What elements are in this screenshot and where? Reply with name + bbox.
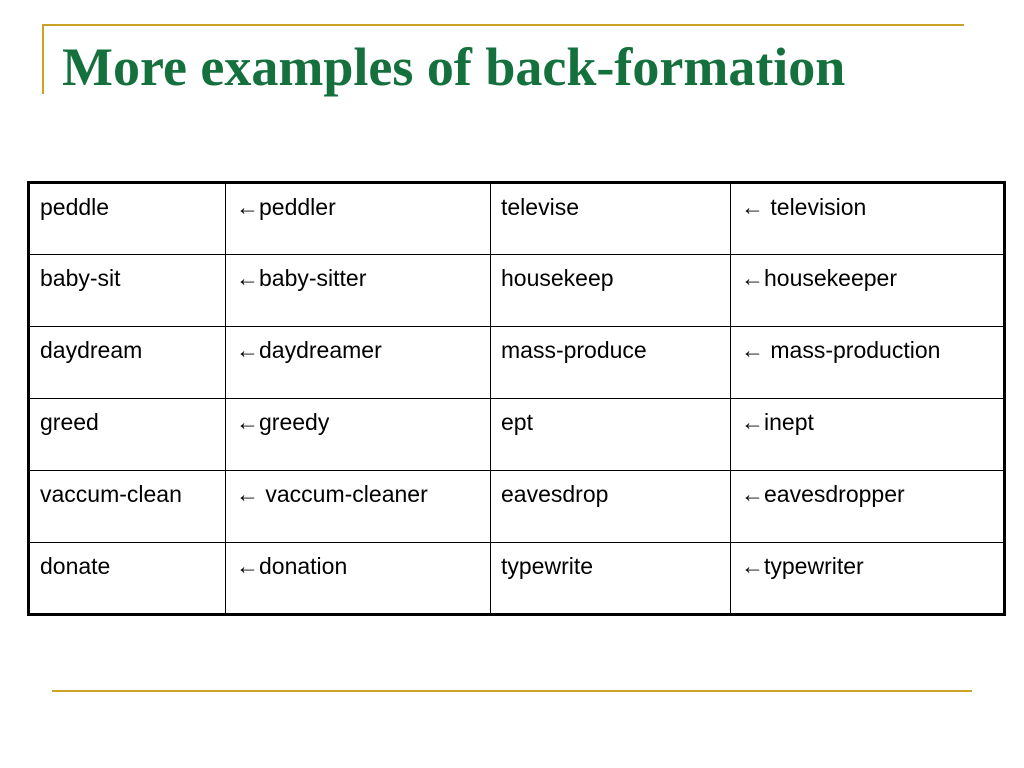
source-word-cell xyxy=(226,183,491,255)
source-word: housekeeper xyxy=(764,265,897,291)
table-row xyxy=(29,399,1005,471)
source-word-cell xyxy=(226,327,491,399)
source-word: inept xyxy=(764,409,814,435)
left-arrow-icon: ← xyxy=(236,481,259,507)
left-arrow-icon: ← xyxy=(236,194,259,220)
table-body xyxy=(29,183,1005,615)
left-arrow-icon: ← xyxy=(741,409,764,435)
source-word: baby-sitter xyxy=(259,265,367,291)
source-word-cell xyxy=(731,327,1005,399)
left-arrow-icon: ← xyxy=(741,553,764,579)
bottom-accent-line xyxy=(52,690,972,692)
source-word: peddler xyxy=(259,194,336,220)
base-word-cell: greed xyxy=(29,399,226,471)
source-word-cell xyxy=(226,399,491,471)
source-word: daydreamer xyxy=(259,337,382,363)
back-formation-table xyxy=(27,181,1006,616)
source-word-cell xyxy=(731,471,1005,543)
table-row xyxy=(29,471,1005,543)
left-arrow-icon: ← xyxy=(741,337,764,363)
source-word: vaccum-cleaner xyxy=(259,481,428,507)
table-row xyxy=(29,183,1005,255)
source-word: mass-production xyxy=(764,337,941,363)
base-word-cell: peddle xyxy=(29,183,226,255)
source-word: greedy xyxy=(259,409,330,435)
slide-title: More examples of back-formation xyxy=(62,37,846,97)
base-word-cell: vaccum-clean xyxy=(29,471,226,543)
base-word-cell: daydream xyxy=(29,327,226,399)
source-word: television xyxy=(764,194,867,220)
top-accent-line xyxy=(42,24,964,26)
base-word-cell: ept xyxy=(491,399,731,471)
source-word-cell xyxy=(731,255,1005,327)
left-arrow-icon: ← xyxy=(741,481,764,507)
base-word-cell: mass-produce xyxy=(491,327,731,399)
source-word-cell xyxy=(731,543,1005,615)
table-row xyxy=(29,255,1005,327)
table-row xyxy=(29,327,1005,399)
base-word-cell: donate xyxy=(29,543,226,615)
left-arrow-icon: ← xyxy=(236,265,259,291)
base-word-cell: televise xyxy=(491,183,731,255)
left-accent-line xyxy=(42,24,44,94)
left-arrow-icon: ← xyxy=(236,337,259,363)
source-word-cell xyxy=(731,399,1005,471)
source-word-cell xyxy=(226,255,491,327)
left-arrow-icon: ← xyxy=(741,265,764,291)
base-word-cell: housekeep xyxy=(491,255,731,327)
base-word-cell: eavesdrop xyxy=(491,471,731,543)
base-word-cell: typewrite xyxy=(491,543,731,615)
left-arrow-icon: ← xyxy=(236,553,259,579)
base-word-cell: baby-sit xyxy=(29,255,226,327)
table-row xyxy=(29,543,1005,615)
left-arrow-icon: ← xyxy=(741,194,764,220)
source-word-cell xyxy=(226,471,491,543)
source-word-cell xyxy=(226,543,491,615)
source-word-cell xyxy=(731,183,1005,255)
source-word: eavesdropper xyxy=(764,481,905,507)
source-word: donation xyxy=(259,553,348,579)
left-arrow-icon: ← xyxy=(236,409,259,435)
source-word: typewriter xyxy=(764,553,864,579)
